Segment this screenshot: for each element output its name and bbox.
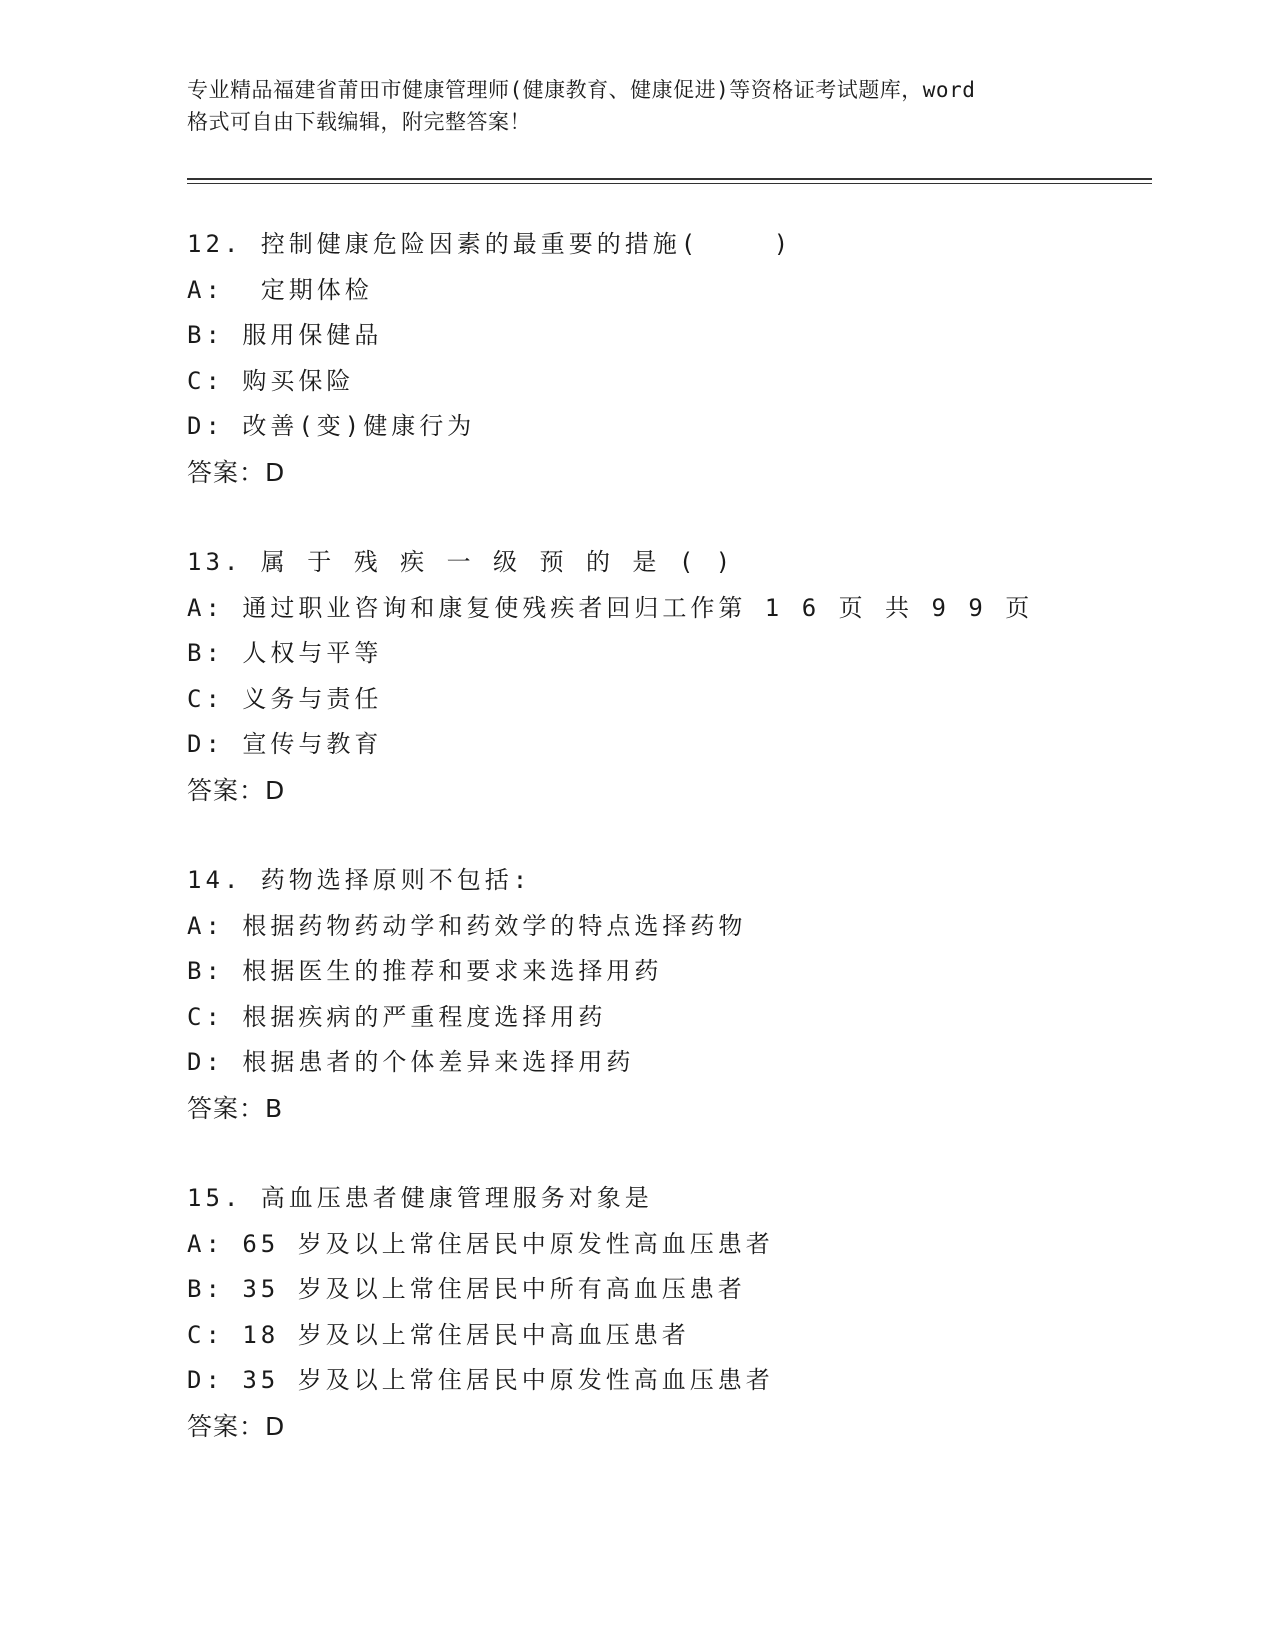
header-line-1: 专业精品福建省莆田市健康管理师(健康教育、健康促进)等资格证考试题库，word — [187, 78, 976, 102]
question-15 — [187, 1176, 1127, 1449]
question-stem: 14. 药物选择原则不包括: — [187, 866, 532, 894]
option-a: A: 根据药物药动学和药效学的特点选择药物 — [187, 911, 747, 940]
option-c: C: 根据疾病的严重程度选择用药 — [187, 1002, 607, 1031]
question-stem: 12. 控制健康危险因素的最重要的措施( ) — [187, 230, 793, 258]
option-c: C: 购买保险 — [187, 366, 355, 395]
option-c: C: 18 岁及以上常住居民中高血压患者 — [187, 1320, 690, 1349]
option-d: D: 根据患者的个体差异来选择用药 — [187, 1048, 635, 1076]
answer: 答案：D — [187, 457, 286, 487]
question-stem: 15. 高血压患者健康管理服务对象是 — [187, 1184, 653, 1212]
option-d: D: 35 岁及以上常住居民中原发性高血压患者 — [187, 1366, 774, 1394]
option-b: B: 服用保健品 — [187, 321, 383, 349]
answer: 答案：B — [187, 1093, 284, 1123]
option-b: B: 人权与平等 — [187, 639, 383, 667]
answer: 答案：D — [187, 1411, 286, 1441]
option-b: B: 根据医生的推荐和要求来选择用药 — [187, 957, 663, 985]
option-c: C: 义务与责任 — [187, 684, 383, 713]
option-a: A: 通过职业咨询和康复使残疾者回归工作第 1 6 页 共 9 9 页 — [187, 593, 1034, 622]
question-13 — [187, 540, 1127, 813]
document-header — [187, 74, 1087, 138]
option-b: B: 35 岁及以上常住居民中所有高血压患者 — [187, 1275, 746, 1303]
header-line-2: 格式可自由下载编辑，附完整答案！ — [187, 110, 531, 134]
option-d: D: 改善(变)健康行为 — [187, 412, 476, 440]
question-12 — [187, 222, 1127, 495]
option-a: A: 65 岁及以上常住居民中原发性高血压患者 — [187, 1229, 774, 1258]
option-d: D: 宣传与教育 — [187, 730, 383, 758]
answer: 答案：D — [187, 775, 286, 805]
header-divider — [187, 178, 1152, 184]
option-a: A: 定期体检 — [187, 275, 373, 304]
question-14 — [187, 858, 1127, 1131]
question-stem: 13. 属 于 残 疾 一 级 预 的 是 ( ) — [187, 548, 735, 576]
